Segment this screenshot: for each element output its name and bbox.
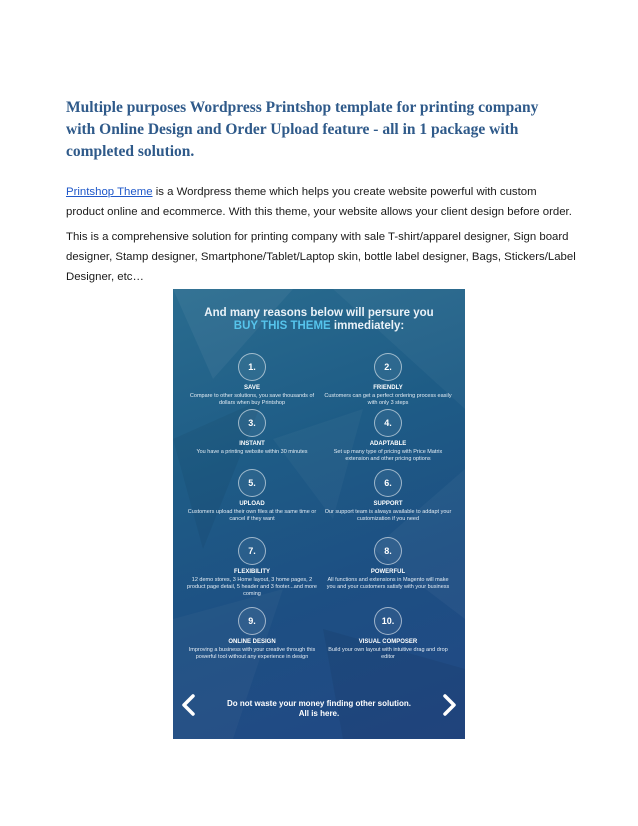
reason-number: 3.	[238, 409, 266, 437]
reason-number: 6.	[374, 469, 402, 497]
intro-paragraph	[66, 182, 576, 222]
reason-item-5	[187, 469, 317, 523]
reason-item-6	[323, 469, 453, 523]
reason-desc: Set up many type of pricing with Price Matrix extension and other pricing options	[333, 449, 443, 462]
reason-item-9	[187, 607, 317, 661]
reason-number: 4.	[374, 409, 402, 437]
reason-title: ADAPTABLE	[369, 441, 407, 447]
reason-desc: Customers upload their own files at the same time or cancel if they want	[187, 509, 317, 522]
reason-title: SAVE	[244, 385, 260, 391]
promo-banner-image	[173, 289, 465, 739]
reason-title: FRIENDLY	[373, 385, 403, 391]
reason-desc: Improving a business with your creative through this powerful tool without any experience in design	[188, 647, 316, 660]
reason-desc: All functions and extensions in Magento will make you and your customers satisfy with your business	[326, 577, 450, 590]
document-title: Multiple purposes Wordpress Printshop template for printing company with Online Design and Order Upload feature - all in 1 package with completed solution.	[66, 99, 539, 160]
reason-title: FLEXIBILITY	[234, 569, 270, 575]
banner-heading: And many reasons below will persure you	[204, 307, 434, 319]
banner-accent: BUY THIS THEME	[233, 320, 331, 332]
reason-item-8	[323, 537, 453, 591]
reason-title: UPLOAD	[239, 501, 265, 507]
chevron-right-icon[interactable]	[441, 694, 457, 716]
reason-number: 8.	[374, 537, 402, 565]
reason-number: 10.	[374, 607, 402, 635]
reason-item-10	[323, 607, 453, 661]
reason-number: 5.	[238, 469, 266, 497]
reason-item-1	[187, 353, 317, 407]
reason-desc: Our support team is always available to addapt your customization if you need	[324, 509, 452, 522]
reason-number: 2.	[374, 353, 402, 381]
reason-number: 9.	[238, 607, 266, 635]
intro-text: is a Wordpress theme which helps you create website powerful with custom product online and ecommerce. With this theme, your website allows your client design before order.	[66, 186, 572, 218]
reason-desc: Build your own layout with intuitive drag and drop editor	[328, 647, 448, 660]
reason-title: SUPPORT	[373, 501, 403, 507]
reason-desc: Compare to other solutions, you save thousands of dollars when buy Printshop	[189, 393, 315, 406]
reason-desc: 12 demo stores, 3 Home layout, 3 home pages, 2 product page detail, 5 header and 3 footer...and more coming	[187, 577, 317, 597]
reason-number: 1.	[238, 353, 266, 381]
reason-title: INSTANT	[239, 441, 265, 447]
reason-desc: You have a printing website within 30 minutes	[196, 449, 308, 455]
printshop-theme-link[interactable]: Printshop Theme	[66, 186, 153, 198]
banner-footer-line2: All is here.	[298, 709, 340, 718]
chevron-left-icon[interactable]	[181, 694, 197, 716]
reason-desc: Customers can get a perfect ordering process easily with only 3 steps	[324, 393, 452, 406]
description-paragraph: This is a comprehensive solution for printing company with sale T-shirt/apparel designer, Sign board designer, Stamp designer, Smartphone/Tablet/Laptop skin, bottle label designer, Bags, Stickers/Label Designer, etc…	[66, 231, 576, 283]
reason-item-4	[323, 409, 453, 463]
reason-title: VISUAL COMPOSER	[358, 639, 418, 645]
reason-number: 7.	[238, 537, 266, 565]
reason-item-7	[187, 537, 317, 598]
banner-subheading: BUY THIS THEME immediately:	[233, 320, 405, 332]
reason-item-3	[187, 409, 317, 456]
reason-title: ONLINE DESIGN	[228, 639, 276, 645]
reason-title: POWERFUL	[370, 569, 406, 575]
banner-footer-line1: Do not waste your money finding other solution.	[227, 699, 411, 708]
reason-item-2	[323, 353, 453, 407]
